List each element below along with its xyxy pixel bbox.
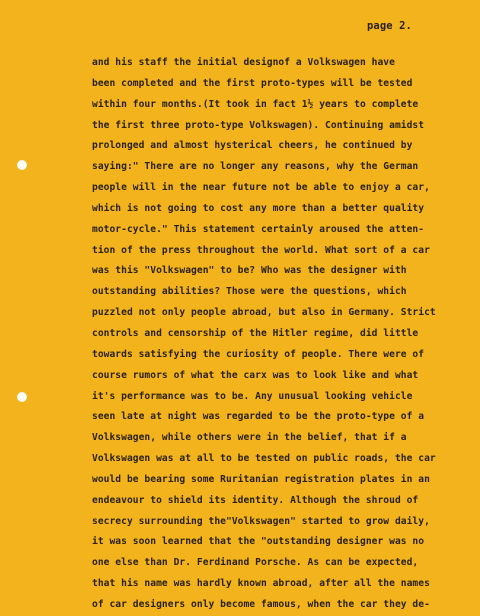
text-line: of car designers only become famous, when the car they de-: [92, 598, 430, 610]
text-line: tion of the press throughout the world. What sort of a car: [92, 244, 430, 256]
text-line: would be bearing some Ruritanian registration plates in an: [92, 473, 430, 485]
text-line: course rumors of what the carx was to look like and what: [92, 369, 419, 381]
text-line: motor-cycle." This statement certainly aroused the atten-: [92, 223, 425, 235]
punch-hole-bottom: [17, 392, 27, 402]
text-line: it's performance was to be. Any unusual looking vehicle: [92, 390, 413, 402]
text-line: prolonged and almost hysterical cheers, he continued by: [92, 140, 413, 152]
text-line: that his name was hardly known abroad, after all the names: [92, 578, 430, 590]
text-line: outstanding abilities? Those were the questions, which: [92, 286, 407, 298]
text-line: controls and censorship of the Hitler regime, did little: [92, 327, 419, 339]
text-line: been completed and the first proto-types will be tested: [92, 77, 413, 89]
text-line: secrecy surrounding the"Volkswagen" started to grow daily,: [92, 515, 430, 527]
text-line: puzzled not only people abroad, but also in Germany. Strict: [92, 307, 436, 319]
text-line: Volkswagen, while others were in the belief, that if a: [92, 432, 407, 444]
text-line: and his staff the initial designof a Volkswagen have: [92, 57, 395, 68]
text-line: saying:" There are no longer any reasons, why the German: [92, 161, 419, 173]
text-line: within four months.(It took in fact 1½ years to complete: [92, 98, 419, 110]
text-line: endeavour to shield its identity. Although the shroud of: [92, 494, 419, 506]
text-line: was this "Volkswagen" to be? Who was the designer with: [92, 265, 407, 277]
typewritten-body: [92, 53, 436, 616]
text-line: Volkswagen was at all to be tested on public roads, the car: [92, 453, 436, 465]
text-line: towards satisfying the curiosity of people. There were of: [92, 348, 425, 360]
punch-hole-top: [17, 160, 27, 170]
page-number: page 2.: [367, 20, 412, 32]
text-line: the first three proto-type Volkswagen). Continuing amidst: [92, 119, 425, 131]
text-line: seen late at night was regarded to be the proto-type of a: [92, 411, 425, 423]
text-line: one else than Dr. Ferdinand Porsche. As can be expected,: [92, 557, 419, 569]
text-line: which is not going to cost any more than a better quality: [92, 202, 425, 214]
text-line: it was soon learned that the "outstanding designer was no: [92, 536, 425, 548]
text-line: people will in the near future not be able to enjoy a car,: [92, 182, 430, 194]
